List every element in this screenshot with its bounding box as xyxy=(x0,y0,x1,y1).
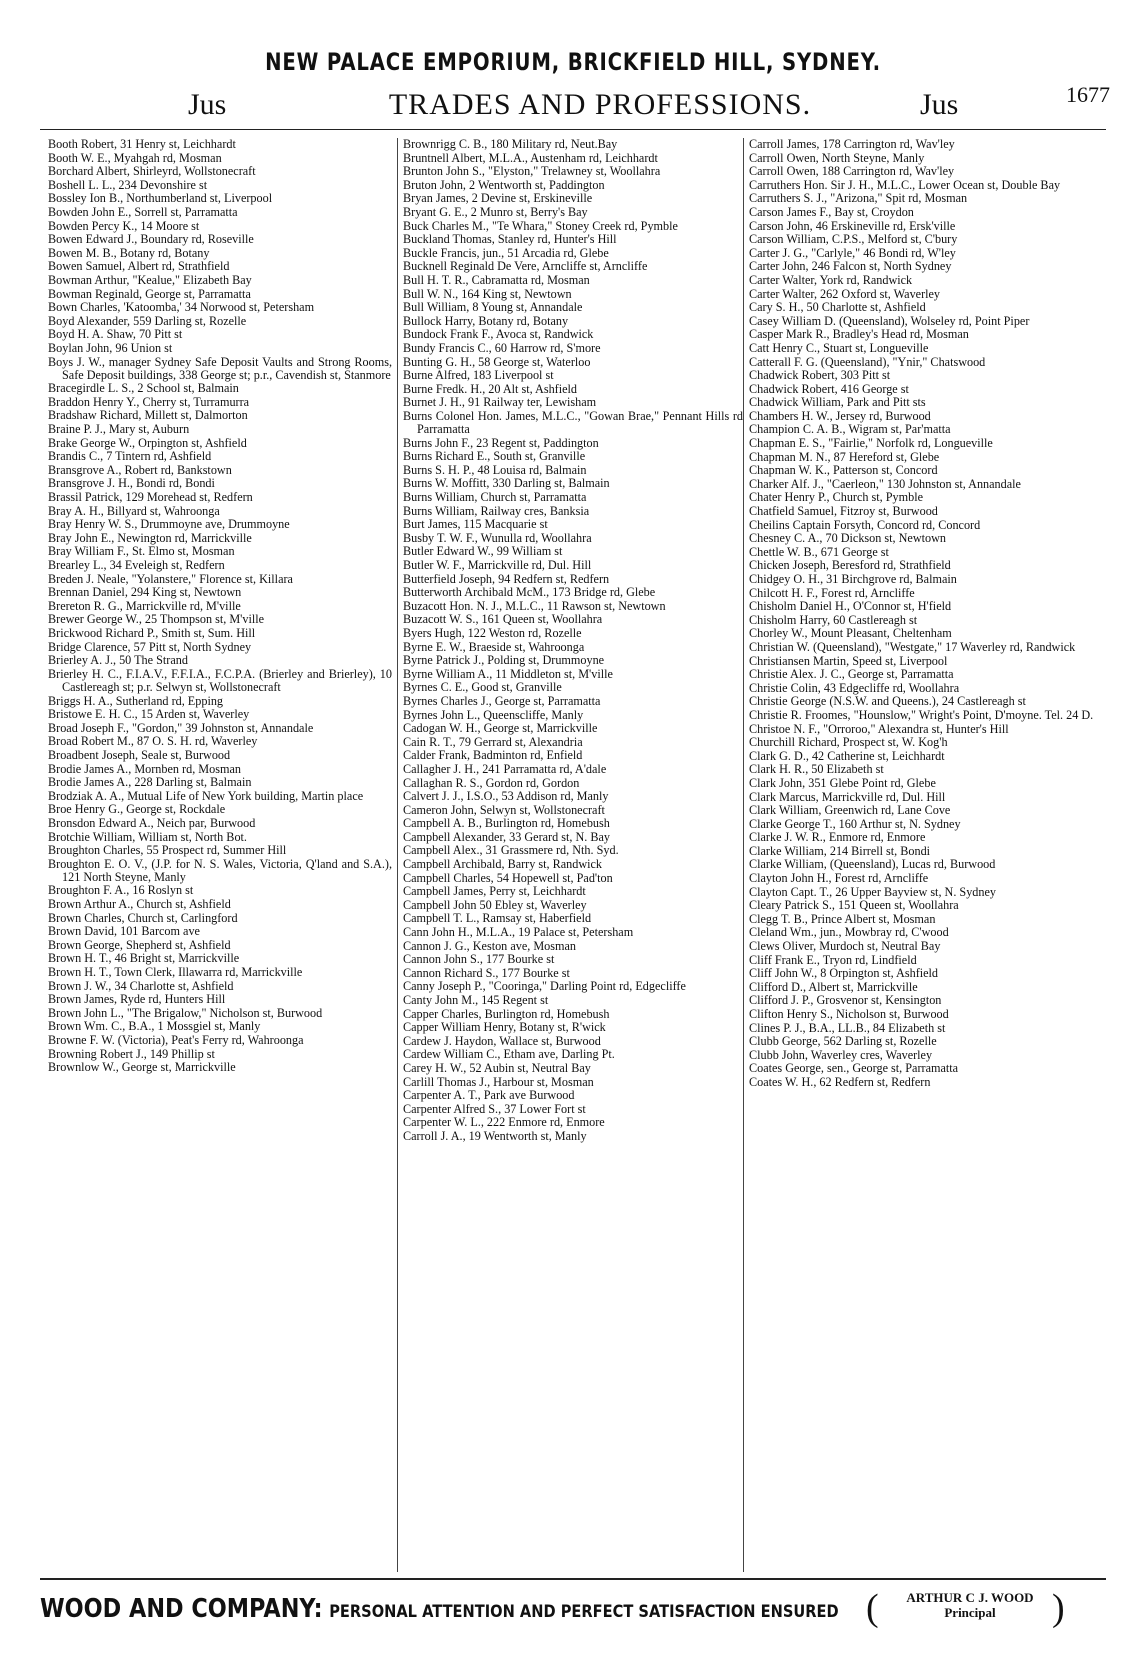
directory-entry: Campbell Charles, 54 Hopewell st, Pad'ton xyxy=(403,870,613,885)
directory-entry: Boylan John, 96 Union st xyxy=(48,340,173,355)
directory-entry: Callaghan R. S., Gordon rd, Gordon xyxy=(403,775,580,790)
directory-entry: Charker Alf. J., "Caerleon," 130 Johnston st, Annandale xyxy=(749,476,1021,491)
directory-entry: Cann John H., M.L.A., 19 Palace st, Petersham xyxy=(403,925,634,940)
directory-entry: Carey H. W., 52 Aubin st, Neutral Bay xyxy=(403,1060,591,1075)
directory-entry: Campbell John 50 Ebley st, Waverley xyxy=(403,897,587,912)
directory-entry: Butler W. F., Marrickville rd, Dul. Hill xyxy=(403,558,592,573)
directory-entry: Christie Colin, 43 Edgecliffe rd, Woollahra xyxy=(749,680,960,695)
directory-entry: Chapman M. N., 87 Hereford st, Glebe xyxy=(749,449,940,464)
directory-entry: Brown David, 101 Barcom ave xyxy=(48,924,200,939)
directory-entry: Clifford D., Albert st, Marrickville xyxy=(749,979,918,994)
directory-entry: Buzacott Hon. N. J., M.L.C., 11 Rawson st, Newtown xyxy=(403,598,666,613)
directory-entry: Cannon John S., 177 Bourke st xyxy=(403,952,555,967)
directory-entry: Brownrigg C. B., 180 Military rd, Neut.Bay xyxy=(403,137,618,151)
directory-entry: Bowman Arthur, "Kealue," Elizabeth Bay xyxy=(48,272,252,287)
directory-entry: Cain R. T., 79 Gerrard st, Alexandria xyxy=(403,734,583,749)
directory-entry: Capper William Henry, Botany st, R'wick xyxy=(403,1020,606,1035)
directory-entry: Bullock Harry, Botany rd, Botany xyxy=(403,313,569,328)
directory-entry: Brandis C., 7 Tintern rd, Ashfield xyxy=(48,449,212,464)
directory-entry: Broad Joseph F., "Gordon," 39 Johnston st, Annandale xyxy=(48,720,314,735)
directory-entry: Burns William, Railway cres, Banksia xyxy=(403,503,590,518)
directory-entry: Cliff Frank E., Tryon rd, Lindfield xyxy=(749,952,917,967)
directory-entry: Champion C. A. B., Wigram st, Par'matta xyxy=(749,422,951,437)
directory-entry: Bruntnell Albert, M.L.A., Austenham rd, Leichhardt xyxy=(403,150,658,165)
directory-entry: Clarke William, 214 Birrell st, Bondi xyxy=(749,843,931,858)
directory-entry: Chilcott H. F., Forest rd, Arncliffe xyxy=(749,585,915,600)
directory-entry: Campbell A. B., Burlington rd, Homebush xyxy=(403,816,610,831)
directory-entry: Clarke George T., 160 Arthur st, N. Sydney xyxy=(749,816,961,831)
header-rule xyxy=(40,129,1106,130)
directory-entry: Braddon Henry Y., Cherry st, Turramurra xyxy=(48,394,250,409)
directory-entry: Cleary Patrick S., 151 Queen st, Woollahra xyxy=(749,898,959,913)
directory-entry: Clegg T. B., Prince Albert st, Mosman xyxy=(749,911,936,926)
directory-entry: Bundy Francis C., 60 Harrow rd, S'more xyxy=(403,340,601,355)
directory-entry: Bristowe E. H. C., 15 Arden st, Waverley xyxy=(48,707,250,722)
directory-entry: Brunton John S., "Elyston," Trelawney st, Woollahra xyxy=(403,164,661,179)
directory-entry: Coates W. H., 62 Redfern st, Redfern xyxy=(749,1074,931,1089)
directory-entry: Boys J. W., manager Sydney Safe Deposit Vaults and Strong Rooms, Safe Deposit buildings, 338 George st; p.r., Cavendish st, Stanmore xyxy=(48,354,392,382)
directory-entry: Bruton John, 2 Wentworth st, Paddington xyxy=(403,177,605,192)
directory-entry: Bowman Reginald, George st, Parramatta xyxy=(48,286,251,301)
directory-entry: Bucknell Reginald De Vere, Arncliffe st, Arncliffe xyxy=(403,259,648,274)
footer-company-name: WOOD AND COMPANY: xyxy=(40,1594,323,1624)
directory-entry: Broughton E. O. V., (J.P. for N. S. Wales, Victoria, Q'land and S.A.), 121 North Steyne, Manly xyxy=(48,856,392,884)
directory-entry: Cardew William C., Etham ave, Darling Pt. xyxy=(403,1047,615,1062)
directory-entry: Cary S. H., 50 Charlotte st, Ashfield xyxy=(749,300,926,315)
directory-entry: Brotchie William, William st, North Bot. xyxy=(48,829,247,844)
directory-entry: Christie R. Froomes, "Hounslow," Wright's Point, D'moyne. Tel. 24 D. xyxy=(749,707,1094,722)
directory-entry: Burns John F., 23 Regent st, Paddington xyxy=(403,435,599,450)
directory-entry: Briggs H. A., Sutherland rd, Epping xyxy=(48,693,224,708)
directory-entry: Brown Wm. C., B.A., 1 Mossgiel st, Manly xyxy=(48,1019,261,1034)
directory-entry: Bowen Edward J., Boundary rd, Roseville xyxy=(48,232,254,247)
directory-entry: Buck Charles M., "Te Whara," Stoney Creek rd, Pymble xyxy=(403,218,678,233)
directory-entry: Brown James, Ryde rd, Hunters Hill xyxy=(48,992,226,1007)
directory-entry: Bracegirdle L. S., 2 School st, Balmain xyxy=(48,381,239,396)
directory-entry: Canty John M., 145 Regent st xyxy=(403,993,549,1008)
directory-entry: Carruthers S. J., "Arizona," Spit rd, Mosman xyxy=(749,191,968,206)
directory-entry: Brown John L., "The Brigalow," Nicholson st, Burwood xyxy=(48,1005,323,1020)
directory-entry: Brennan Daniel, 294 King st, Newtown xyxy=(48,585,242,600)
directory-entry: Booth Robert, 31 Henry st, Leichhardt xyxy=(48,137,236,151)
advertising-footer xyxy=(40,1587,1106,1640)
directory-entry: Brodie James A., 228 Darling st, Balmain xyxy=(48,775,252,790)
directory-entry: Clifton Henry S., Nicholson st, Burwood xyxy=(749,1007,949,1021)
directory-entry: Chadwick Robert, 303 Pitt st xyxy=(749,368,891,383)
advertising-banner: NEW PALACE EMPORIUM, BRICKFIELD HILL, SYDNEY. xyxy=(265,48,881,76)
directory-entry: Campbell Archibald, Barry st, Randwick xyxy=(403,857,603,872)
directory-entry: Brierley A. J., 50 The Strand xyxy=(48,653,188,668)
directory-entry: Booth W. E., Myahgah rd, Mosman xyxy=(48,150,222,165)
directory-entry: Christian W. (Queensland), "Westgate," 17 Waverley rd, Randwick xyxy=(749,639,1076,654)
directory-entry: Burns Richard E., South st, Granville xyxy=(403,449,586,464)
directory-entry: Burns S. H. P., 48 Louisa rd, Balmain xyxy=(403,462,587,477)
directory-entry: Bradshaw Richard, Millett st, Dalmorton xyxy=(48,408,248,423)
directory-entry: Bown Charles, 'Katoomba,' 34 Norwood st, Petersham xyxy=(48,300,315,315)
directory-entry: Clines P. J., B.A., LL.B., 84 Elizabeth st xyxy=(749,1020,946,1035)
directory-entry: Carroll Owen, North Steyne, Manly xyxy=(749,150,925,165)
directory-entry: Burns Colonel Hon. James, M.L.C., "Gowan Brae," Pennant Hills rd Parramatta xyxy=(403,408,743,437)
directory-entry: Butterfield Joseph, 94 Redfern st, Redfern xyxy=(403,571,610,586)
directory-entry: Churchill Richard, Prospect st, W. Kog'h xyxy=(749,735,948,750)
directory-entry: Chatfield Samuel, Fitzroy st, Burwood xyxy=(749,504,938,519)
directory-entry: Chicken Joseph, Beresford rd, Strathfield xyxy=(749,558,951,573)
directory-entry: Chapman W. K., Patterson st, Concord xyxy=(749,463,938,478)
directory-entry: Boyd Alexander, 559 Darling st, Rozelle xyxy=(48,313,247,328)
directory-entry: Clark John, 351 Glebe Point rd, Glebe xyxy=(749,775,936,790)
directory-entry: Chadwick William, Park and Pitt sts xyxy=(749,395,926,410)
directory-entry: Christiansen Martin, Speed st, Liverpool xyxy=(749,653,948,668)
directory-entry: Breden J. Neale, "Yolanstere," Florence st, Killara xyxy=(48,571,293,586)
directory-entry: Bridge Clarence, 57 Pitt st, North Sydney xyxy=(48,639,252,654)
directory-entry: Brown George, Shepherd st, Ashfield xyxy=(48,937,231,952)
column-1 xyxy=(48,138,392,1572)
running-header xyxy=(40,82,1110,128)
directory-entry: Campbell Alexander, 33 Gerard st, N. Bay xyxy=(403,829,610,844)
directory-entry: Clark Marcus, Marrickville rd, Dul. Hill xyxy=(749,789,946,804)
directory-entry: Byrnes C. E., Good st, Granville xyxy=(403,680,562,695)
directory-entry: Butterworth Archibald McM., 173 Bridge rd, Glebe xyxy=(403,585,656,600)
directory-entry: Bowden Percy K., 14 Moore st xyxy=(48,218,200,233)
directory-entry: Brereton R. G., Marrickville rd, M'ville xyxy=(48,598,241,613)
directory-entry: Coates George, sen., George st, Parramatta xyxy=(749,1061,959,1076)
directory-entry: Brown Arthur A., Church st, Ashfield xyxy=(48,897,231,912)
directory-entry: Brearley L., 34 Eveleigh st, Redfern xyxy=(48,558,225,573)
directory-entry: Brodziak A. A., Mutual Life of New York building, Martin place xyxy=(48,788,364,803)
directory-entry: Christie George (N.S.W. and Queens.), 24 Castlereagh st xyxy=(749,694,1026,709)
footer-credit xyxy=(880,1590,1060,1620)
directory-entry: Broe Henry G., George st, Rockdale xyxy=(48,802,226,817)
directory-entry: Carter Walter, 262 Oxford st, Waverley xyxy=(749,286,941,301)
directory-entry: Chidgey O. H., 31 Birchgrove rd, Balmain xyxy=(749,572,957,586)
directory-entry: Catt Henry C., Stuart st, Longueville xyxy=(749,340,929,355)
directory-entry: Callagher J. H., 241 Parramatta rd, A'dale xyxy=(403,761,607,776)
directory-entry: Bundock Frank F., Avoca st, Randwick xyxy=(403,327,594,342)
right-parenthesis: ) xyxy=(1052,1587,1065,1629)
directory-entry: Brownlow W., George st, Marrickville xyxy=(48,1060,236,1075)
left-parenthesis: ( xyxy=(866,1587,879,1629)
directory-entry: Chisholm Daniel H., O'Connor st, H'field xyxy=(749,599,952,614)
directory-entry: Bray John E., Newington rd, Marrickville xyxy=(48,530,252,545)
footer-rule xyxy=(40,1578,1106,1580)
directory-entry: Bray William F., St. Elmo st, Mosman xyxy=(48,544,235,559)
directory-entry: Calder Frank, Badminton rd, Enfield xyxy=(403,748,583,763)
directory-entry: Carson John, 46 Erskineville rd, Ersk'ville xyxy=(749,218,956,233)
directory-entry: Bray A. H., Billyard st, Wahroonga xyxy=(48,503,220,518)
directory-entry: Calvert J. J., I.S.O., 53 Addison rd, Manly xyxy=(403,789,609,804)
directory-entry: Carson William, C.P.S., Melford st, C'bury xyxy=(749,232,958,247)
directory-entry: Carroll Owen, 188 Carrington rd, Wav'ley xyxy=(749,164,955,179)
directory-entry: Carpenter Alfred S., 37 Lower Fort st xyxy=(403,1101,586,1116)
directory-entry: Byrne Patrick J., Polding st, Drummoyne xyxy=(403,653,605,668)
directory-entry: Boshell L. L., 234 Devonshire st xyxy=(48,177,208,192)
directory-entry: Capper Charles, Burlington rd, Homebush xyxy=(403,1006,610,1021)
directory-entry: Cleland Wm., jun., Mowbray rd, C'wood xyxy=(749,925,949,940)
directory-entry: Cameron John, Selwyn st, Wollstonecraft xyxy=(403,802,605,817)
left-guide-word: Jus xyxy=(188,88,227,121)
directory-entry: Brewer George W., 25 Thompson st, M'ville xyxy=(48,612,265,627)
page-title: TRADES AND PROFESSIONS. xyxy=(388,88,812,121)
directory-entry: Chapman E. S., "Fairlie," Norfolk rd, Longueville xyxy=(749,436,993,451)
page-number: 1677 xyxy=(1066,82,1110,107)
directory-entry: Clarke William, (Queensland), Lucas rd, Burwood xyxy=(749,857,996,872)
directory-entry: Cliff John W., 8 Orpington st, Ashfield xyxy=(749,966,939,981)
directory-entry: Bull H. T. R., Cabramatta rd, Mosman xyxy=(403,272,590,287)
directory-entry: Byrnes Charles J., George st, Parramatta xyxy=(403,693,601,708)
directory-entry: Brown H. T., 46 Bright st, Marrickville xyxy=(48,951,240,966)
directory-entry: Chesney C. A., 70 Dickson st, Newtown xyxy=(749,531,947,546)
directory-entry: Burne Fredk. H., 20 Alt st, Ashfield xyxy=(403,381,578,396)
column-2 xyxy=(397,138,743,1572)
directory-entry: Byrne William A., 11 Middleton st, M'ville xyxy=(403,666,613,681)
directory-entry: Clayton John H., Forest rd, Arncliffe xyxy=(749,871,929,886)
directory-entry: Bull W. N., 164 King st, Newtown xyxy=(403,286,572,301)
directory-entry: Broughton Charles, 55 Prospect rd, Summer Hill xyxy=(48,843,287,858)
directory-entry: Bransgrove A., Robert rd, Bankstown xyxy=(48,462,232,477)
directory-entry: Clubb George, 562 Darling st, Rozelle xyxy=(749,1034,937,1049)
directory-entry: Clifford J. P., Grosvenor st, Kensington xyxy=(749,993,942,1008)
directory-entry: Chambers H. W., Jersey rd, Burwood xyxy=(749,408,931,423)
directory-entry: Bossley Ion B., Northumberland st, Liverpool xyxy=(48,191,273,206)
directory-entry: Cadogan W. H., George st, Marrickville xyxy=(403,721,598,736)
directory-entry: Butler Edward W., 99 William st xyxy=(403,544,563,559)
directory-entry: Bowen M. B., Botany rd, Botany xyxy=(48,245,210,260)
directory-entry: Bunting G. H., 58 George st, Waterloo xyxy=(403,354,591,369)
directory-entry: Christie Alex. J. C., George st, Parramatta xyxy=(749,667,954,682)
directory-entry: Browning Robert J., 149 Phillip st xyxy=(48,1046,215,1061)
column-3 xyxy=(743,138,1095,1572)
directory-entry: Bull William, 8 Young st, Annandale xyxy=(403,300,583,315)
directory-entry: Campbell James, Perry st, Leichhardt xyxy=(403,884,586,899)
directory-entry: Boyd H. A. Shaw, 70 Pitt st xyxy=(48,327,183,342)
directory-entry: Clarke J. W. R., Enmore rd, Enmore xyxy=(749,830,926,845)
directory-entry: Brown Charles, Church st, Carlingford xyxy=(48,910,238,925)
directory-entry: Brassil Patrick, 129 Morehead st, Redfern xyxy=(48,490,253,505)
directory-entry: Byrne E. W., Braeside st, Wahroonga xyxy=(403,639,585,654)
directory-entry: Casper Mark R., Bradley's Head rd, Mosman xyxy=(749,327,969,342)
credit-role: Principal xyxy=(944,1605,996,1620)
directory-entry: Burnet J. H., 91 Railway ter, Lewisham xyxy=(403,395,597,410)
directory-entry: Brierley H. C., F.I.A.V., F.F.I.A., F.C.P.A. (Brierley and Brierley), 10 Castlereagh st; p.r. Selwyn st, Wollstonecraft xyxy=(48,666,392,694)
directory-entry: Burne Alfred, 183 Liverpool st xyxy=(403,368,554,383)
directory-entry: Chorley W., Mount Pleasant, Cheltenham xyxy=(749,626,952,641)
directory-entry: Busby T. W. F., Wunulla rd, Woollahra xyxy=(403,530,592,545)
directory-entry: Clark H. R., 50 Elizabeth st xyxy=(749,762,884,777)
directory-entry: Campbell Alex., 31 Grassmere rd, Nth. Syd. xyxy=(403,843,619,858)
directory-entry: Cannon J. G., Keston ave, Mosman xyxy=(403,938,576,953)
directory-entry: Braine P. J., Mary st, Auburn xyxy=(48,422,190,437)
directory-entry: Carpenter A. T., Park ave Burwood xyxy=(403,1088,575,1103)
directory-entry: Chater Henry P., Church st, Pymble xyxy=(749,490,923,505)
directory-entry: Byers Hugh, 122 Weston rd, Rozelle xyxy=(403,625,582,640)
directory-entry: Bowen Samuel, Albert rd, Strathfield xyxy=(48,259,230,274)
directory-entry: Cheilins Captain Forsyth, Concord rd, Concord xyxy=(749,517,981,532)
directory-entry: Clubb John, Waverley cres, Waverley xyxy=(749,1047,933,1062)
directory-entry: Campbell T. L., Ramsay st, Haberfield xyxy=(403,911,592,926)
directory-entry: Bryan James, 2 Devine st, Erskineville xyxy=(403,191,593,206)
directory-entry: Broughton F. A., 16 Roslyn st xyxy=(48,883,194,898)
directory-entry: Clayton Capt. T., 26 Upper Bayview st, N. Sydney xyxy=(749,884,996,899)
directory-entry: Brickwood Richard P., Smith st, Sum. Hill xyxy=(48,625,256,640)
directory-entry: Bowden John E., Sorrell st, Parramatta xyxy=(48,204,238,219)
directory-entry: Bryant G. E., 2 Munro st, Berry's Bay xyxy=(403,204,588,219)
directory-entry: Brodie James A., Mornben rd, Mosman xyxy=(48,761,241,776)
directory-entry: Carroll James, 178 Carrington rd, Wav'ley xyxy=(749,137,955,151)
directory-entry: Carson James F., Bay st, Croydon xyxy=(749,204,914,219)
directory-entry: Buckle Francis, jun., 51 Arcadia rd, Glebe xyxy=(403,245,609,260)
directory-entry: Chadwick Robert, 416 George st xyxy=(749,381,909,396)
directory-entry: Chisholm Harry, 60 Castlereagh st xyxy=(749,612,918,627)
directory-entry: Bray Henry W. S., Drummoyne ave, Drummoyne xyxy=(48,517,290,532)
directory-entry: Brown H. T., Town Clerk, Illawarra rd, Marrickville xyxy=(48,965,303,980)
footer-slogan: PERSONAL ATTENTION AND PERFECT SATISFACTION ENSURED xyxy=(329,1602,839,1622)
directory-entry: Buckland Thomas, Stanley rd, Hunter's Hill xyxy=(403,232,617,247)
directory-entry: Carruthers Hon. Sir J. H., M.L.C., Lower Ocean st, Double Bay xyxy=(749,177,1061,192)
directory-entry: Burns William, Church st, Parramatta xyxy=(403,490,587,505)
directory-entry: Brown J. W., 34 Charlotte st, Ashfield xyxy=(48,978,234,993)
directory-entry: Carroll J. A., 19 Wentworth st, Manly xyxy=(403,1128,587,1143)
directory-entry: Carter Walter, York rd, Randwick xyxy=(749,272,913,287)
right-guide-word: Jus xyxy=(920,88,959,121)
directory-entry: Cardew J. Haydon, Wallace st, Burwood xyxy=(403,1033,601,1048)
directory-entry: Broad Robert M., 87 O. S. H. rd, Waverley xyxy=(48,734,258,749)
directory-entry: Casey William D. (Queensland), Wolseley rd, Point Piper xyxy=(749,313,1030,328)
directory-entry: Broadbent Joseph, Seale st, Burwood xyxy=(48,747,231,762)
directory-entry: Browne F. W. (Victoria), Peat's Ferry rd, Wahroonga xyxy=(48,1033,304,1048)
directory-entry: Carpenter W. L., 222 Enmore rd, Enmore xyxy=(403,1115,605,1130)
directory-entry: Carlill Thomas J., Harbour st, Mosman xyxy=(403,1074,594,1089)
directory-entry: Byrnes John L., Queenscliffe, Manly xyxy=(403,707,584,722)
directory-entry: Chettle W. B., 671 George st xyxy=(749,544,889,559)
directory-entry: Buzacott W. S., 161 Queen st, Woollahra xyxy=(403,612,603,627)
directory-entry: Bransgrove J. H., Bondi rd, Bondi xyxy=(48,476,215,491)
directory-entry: Carter J. G., "Carlyle," 46 Bondi rd, W'ley xyxy=(749,245,956,260)
directory-entry: Borchard Albert, Shirleyrd, Wollstonecraft xyxy=(48,164,256,179)
directory-entry: Christoe N. F., "Orroroo," Alexandra st, Hunter's Hill xyxy=(749,721,1009,736)
directory-entry: Cannon Richard S., 177 Bourke st xyxy=(403,965,570,980)
directory-entry: Catterall F. G. (Queensland), "Ynir," Chatswood xyxy=(749,354,986,369)
directory-entry: Clews Oliver, Murdoch st, Neutral Bay xyxy=(749,939,941,954)
directory-entry: Carter John, 246 Falcon st, North Sydney xyxy=(749,259,952,274)
directory-entry: Burt James, 115 Macquarie st xyxy=(403,517,548,532)
directory-entry: Bronsdon Edward A., Neich par, Burwood xyxy=(48,815,256,830)
directory-columns xyxy=(40,138,1110,1572)
directory-entry: Clark William, Greenwich rd, Lane Cove xyxy=(749,803,951,818)
footer-slogan-line xyxy=(40,1594,839,1624)
directory-entry: Canny Joseph P., "Cooringa," Darling Point rd, Edgecliffe xyxy=(403,979,686,994)
directory-entry: Brake George W., Orpington st, Ashfield xyxy=(48,435,247,450)
credit-name: ARTHUR C J. WOOD xyxy=(906,1590,1034,1605)
directory-entry: Burns W. Moffitt, 330 Darling st, Balmain xyxy=(403,476,610,491)
directory-entry: Clark G. D., 42 Catherine st, Leichhardt xyxy=(749,748,945,763)
